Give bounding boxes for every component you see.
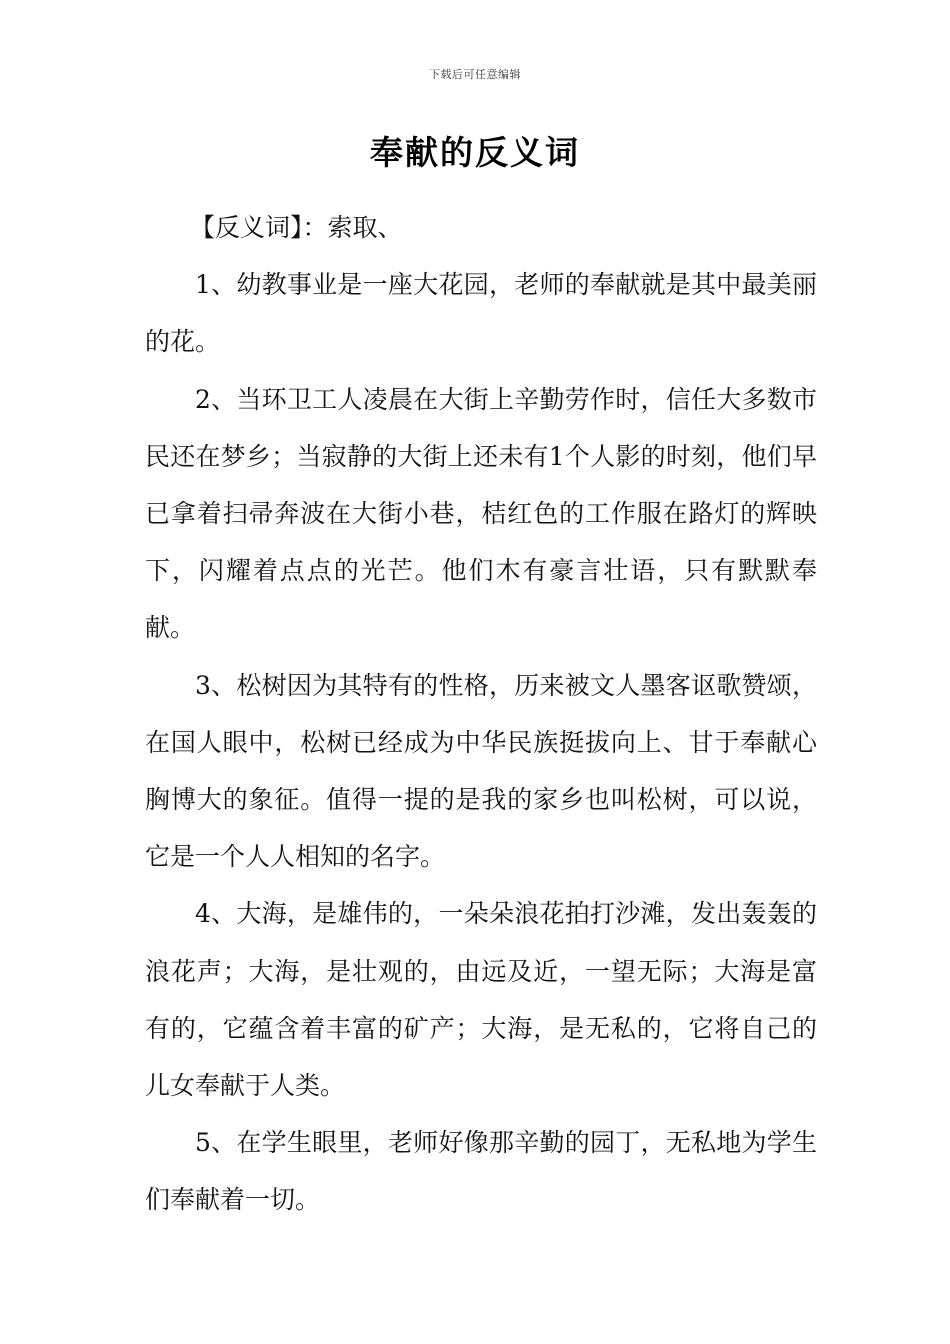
example-paragraph-5: 5、在学生眼里，老师好像那辛勤的园丁，无私地为学生们奉献着一切。 <box>145 1128 817 1215</box>
header-note: 下载后可任意编辑 <box>429 68 521 81</box>
page-title: 奉献的反义词 <box>370 133 580 172</box>
example-paragraph-4: 4、大海，是雄伟的，一朵朵浪花拍打沙滩，发出轰轰的浪花声；大海，是壮观的，由远及近，一望无际；大海是富有的，它蕴含着丰富的矿产；大海，是无私的，它将自己的儿女奉献于人类。 <box>145 899 817 1101</box>
document-body <box>145 199 817 1229</box>
example-paragraph-2: 2、当环卫工人凌晨在大街上辛勤劳作时，信任大多数市民还在梦乡；当寂静的大街上还未有1个人影的时刻，他们早已拿着扫帚奔波在大街小巷，桔红色的工作服在路灯的辉映下，闪耀着点点的光芒。他们木有豪言壮语，只有默默奉献。 <box>145 384 817 643</box>
example-paragraph-3: 3、松树因为其特有的性格，历来被文人墨客讴歌赞颂，在国人眼中，松树已经成为中华民族挺拔向上、甘于奉献心胸博大的象征。值得一提的是我的家乡也叫松树，可以说，它是一个人人相知的名字。 <box>145 670 817 872</box>
antonym-line: 【反义词】：索取、 <box>190 213 403 242</box>
example-paragraph-1: 1、幼教事业是一座大花园，老师的奉献就是其中最美丽的花。 <box>145 270 817 357</box>
